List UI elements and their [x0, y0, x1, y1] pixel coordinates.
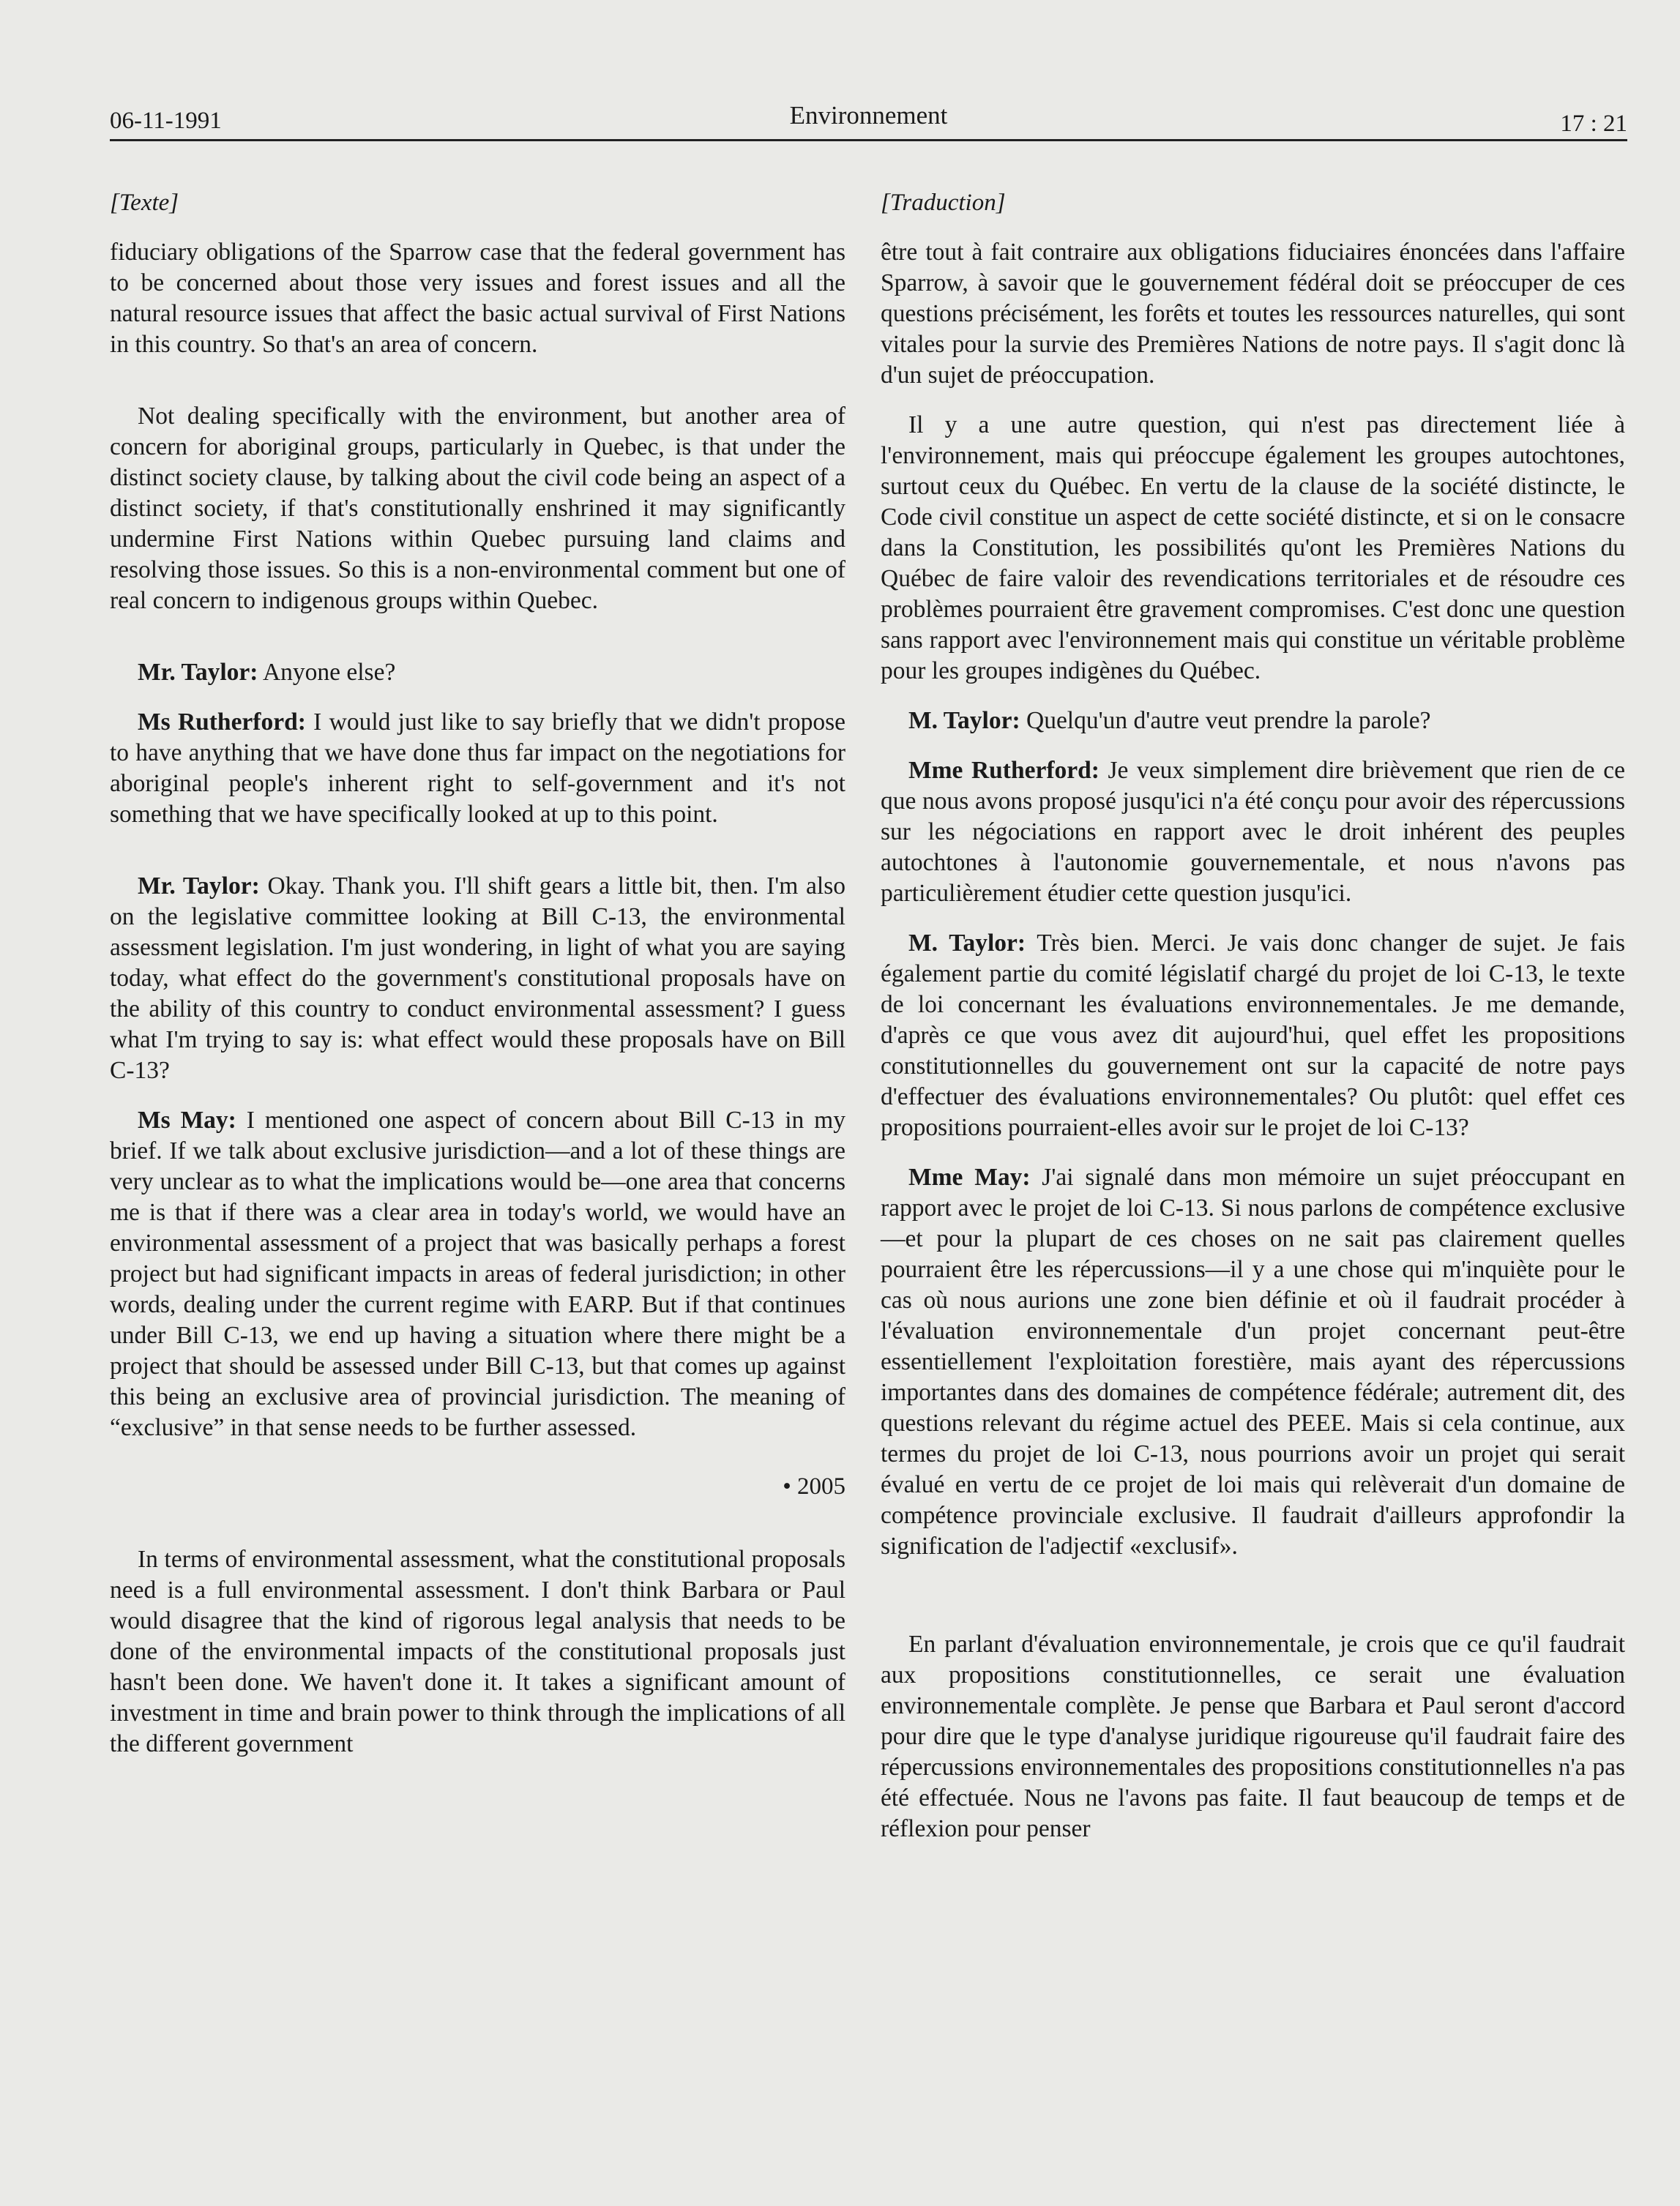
header-page-number: 17 : 21 [1560, 111, 1627, 137]
speaker-name: Ms May: [138, 1107, 236, 1134]
paragraph [881, 928, 1625, 1143]
header-title: Environnement [789, 101, 948, 130]
speech-text: J'ai signalé dans mon mémoire un sujet préoccupant en rapport avec le projet de loi C-13. Si nous parlons de compétence exclusive—et pour la plupart de ces choses on ne sait pas clairement quelles pourraient être les répercussions—il y a une chose qui m'inquiète pour le cas où nous aurions une zone bien définie et où il faudrait procéder à l'évaluation environnementale d'un projet concernant peut-être essentiellement l'exploitation forestière, mais ayant des répercussions importantes dans des domaines de compétence fédérale; autrement dit, des questions relevant du régime actuel des PEEE. Mais si cela continue, aux termes du projet de loi C-13, nous pourrions avoir un projet qui serait évalué en vertu de ce projet de loi mais qui relèverait d'un domaine de compétence provinciale exclusive. Il faudrait d'ailleurs approfondir la signification de l'adjectif «exclusif». [881, 1164, 1626, 1560]
paragraph: En parlant d'évaluation environnementale, je crois que ce qu'il faudrait aux propositions constitutionnelles, ce serait une évaluation environnementale complète. Je pense que Barbara et Paul seront d'accord pour dire que le type d'analyse juridique rigoureuse qu'il faudrait faire des répercussions environnementales des propositions constitutionnelles n'a pas été effectuée. Nous ne l'avons pas faite. Il faut beaucoup de temps et de réflexion pour penser [881, 1631, 1625, 1842]
paragraph [110, 1105, 845, 1443]
speaker-name: Mr. Taylor: [138, 872, 260, 900]
speech-text: Très bien. Merci. Je vais donc changer de sujet. Je fais également partie du comité législatif chargé du projet de loi C-13, le texte de loi concernant les évaluations environnementales. Je me demande, d'après ce que vous avez dit aujourd'hui, quel effet les propositions constitutionnelles du gouvernement ont sur la capacité de notre pays d'effectuer des évaluations environnementales? Ou plutôt: quel effet ces propositions pourraient-elles avoir sur le projet de loi C-13? [881, 930, 1625, 1141]
paragraph [110, 707, 845, 830]
english-column [110, 187, 845, 1779]
paragraph [110, 657, 845, 688]
page-header [110, 101, 1627, 141]
paragraph: fiduciary obligations of the Sparrow case that the federal government has to be concerned about those very issues and forest issues and all the natural resource issues that affect the basic actual survival of First Nations in this country. So that's an area of concern. [110, 239, 845, 358]
speaker-name: Mme May: [908, 1164, 1031, 1191]
time-marker: • 2005 [783, 1473, 845, 1500]
speaker-name: M. Taylor: [908, 707, 1020, 734]
speech-text: I would just like to say briefly that we didn't propose to have anything that we have done thus far impact on the negotiations for aboriginal people's inherent right to self-government and it's not something that we have specifically looked at up to this point. [110, 708, 845, 828]
column-tag: [Texte] [110, 190, 179, 216]
paragraph [881, 1162, 1625, 1562]
speaker-name: Mme Rutherford: [908, 757, 1100, 784]
speech-text: Quelqu'un d'autre veut prendre la parole? [1020, 707, 1431, 734]
header-date: 06-11-1991 [110, 108, 222, 134]
column-tag: [Traduction] [881, 190, 1006, 216]
paragraph [881, 706, 1625, 736]
paragraph [881, 755, 1625, 909]
paragraph: In terms of environmental assessment, what the constitutional proposals need is a full environmental assessment. I don't think Barbara or Paul would disagree that the kind of rigorous legal analysis that needs to be done of the environmental impacts of the constitutional proposals just hasn't been done. We haven't done it. It takes a significant amount of investment in time and brain power to think through the implications of all the different government [110, 1546, 845, 1757]
paragraph: être tout à fait contraire aux obligations fiduciaires énoncées dans l'affaire Sparrow, à savoir que le gouvernement fédéral doit se préoccuper de ces questions précisément, les forêts et toutes les ressources naturelles, qui sont vitales pour la survie des Premières Nations de notre pays. Il s'agit donc là d'un sujet de préoccupation. [881, 239, 1625, 389]
paragraph: Il y a une autre question, qui n'est pas directement liée à l'environnement, mais qui préoccupe également les groupes autochtones, surtout ceux du Québec. En vertu de la clause de la société distincte, le Code civil constitue un aspect de cette société distincte, et si on le consacre dans la Constitution, les possibilités qu'ont les Premières Nations du Québec de faire valoir des revendications territoriales et de résoudre ces problèmes pourraient être gravement compromises. C'est donc une question sans rapport avec l'environnement mais qui constitue un véritable problème pour les groupes indigènes du Québec. [881, 411, 1625, 684]
speech-text: Je veux simplement dire brièvement que rien de ce que nous avons proposé jusqu'ici n'a été conçu pour avoir des répercussions sur les négociations en rapport avec le droit inhérent des peuples autochtones à l'autonomie gouvernementale, et nous n'avons pas particulièrement étudier cette question jusqu'ici. [881, 757, 1625, 907]
paragraph [110, 871, 845, 1086]
speech-text: I mentioned one aspect of concern about Bill C-13 in my brief. If we talk about exclusive jurisdiction—and a lot of these things are very unclear as to what the implications would be—one area that concerns me is that if there was a clear area in today's world, we would have an environmental assessment of a project that was basically perhaps a forest project but had significant impacts in areas of federal jurisdiction; in other words, dealing under the current regime with EARP. But if that continues under Bill C-13, we end up having a situation where there might be a project that should be assessed under Bill C-13, but that comes up against this being an exclusive area of provincial jurisdiction. The meaning of “exclusive” in that sense needs to be further assessed. [110, 1107, 845, 1441]
speaker-name: Ms Rutherford: [138, 708, 306, 736]
speech-text: Okay. Thank you. I'll shift gears a little bit, then. I'm also on the legislative committee looking at Bill C-13, the environmental assessment legislation. I'm just wondering, in light of what you are saying today, what effect do the government's constitutional proposals have on the ability of this country to conduct environmental assessment? I guess what I'm trying to say is: what effect would these proposals have on Bill C-13? [110, 872, 845, 1084]
speaker-name: M. Taylor: [908, 930, 1026, 957]
paragraph: Not dealing specifically with the environment, but another area of concern for aboriginal groups, particularly in Quebec, is that under the distinct society clause, by talking about the civil code being an aspect of a distinct society, if that's constitutionally enshrined it may significantly undermine First Nations within Quebec pursuing land claims and resolving those issues. So this is a non-environmental comment but one of real concern to indigenous groups within Quebec. [110, 403, 845, 614]
speaker-name: Mr. Taylor: [138, 659, 258, 686]
french-column [881, 187, 1625, 1863]
speech-text: Anyone else? [258, 659, 396, 686]
